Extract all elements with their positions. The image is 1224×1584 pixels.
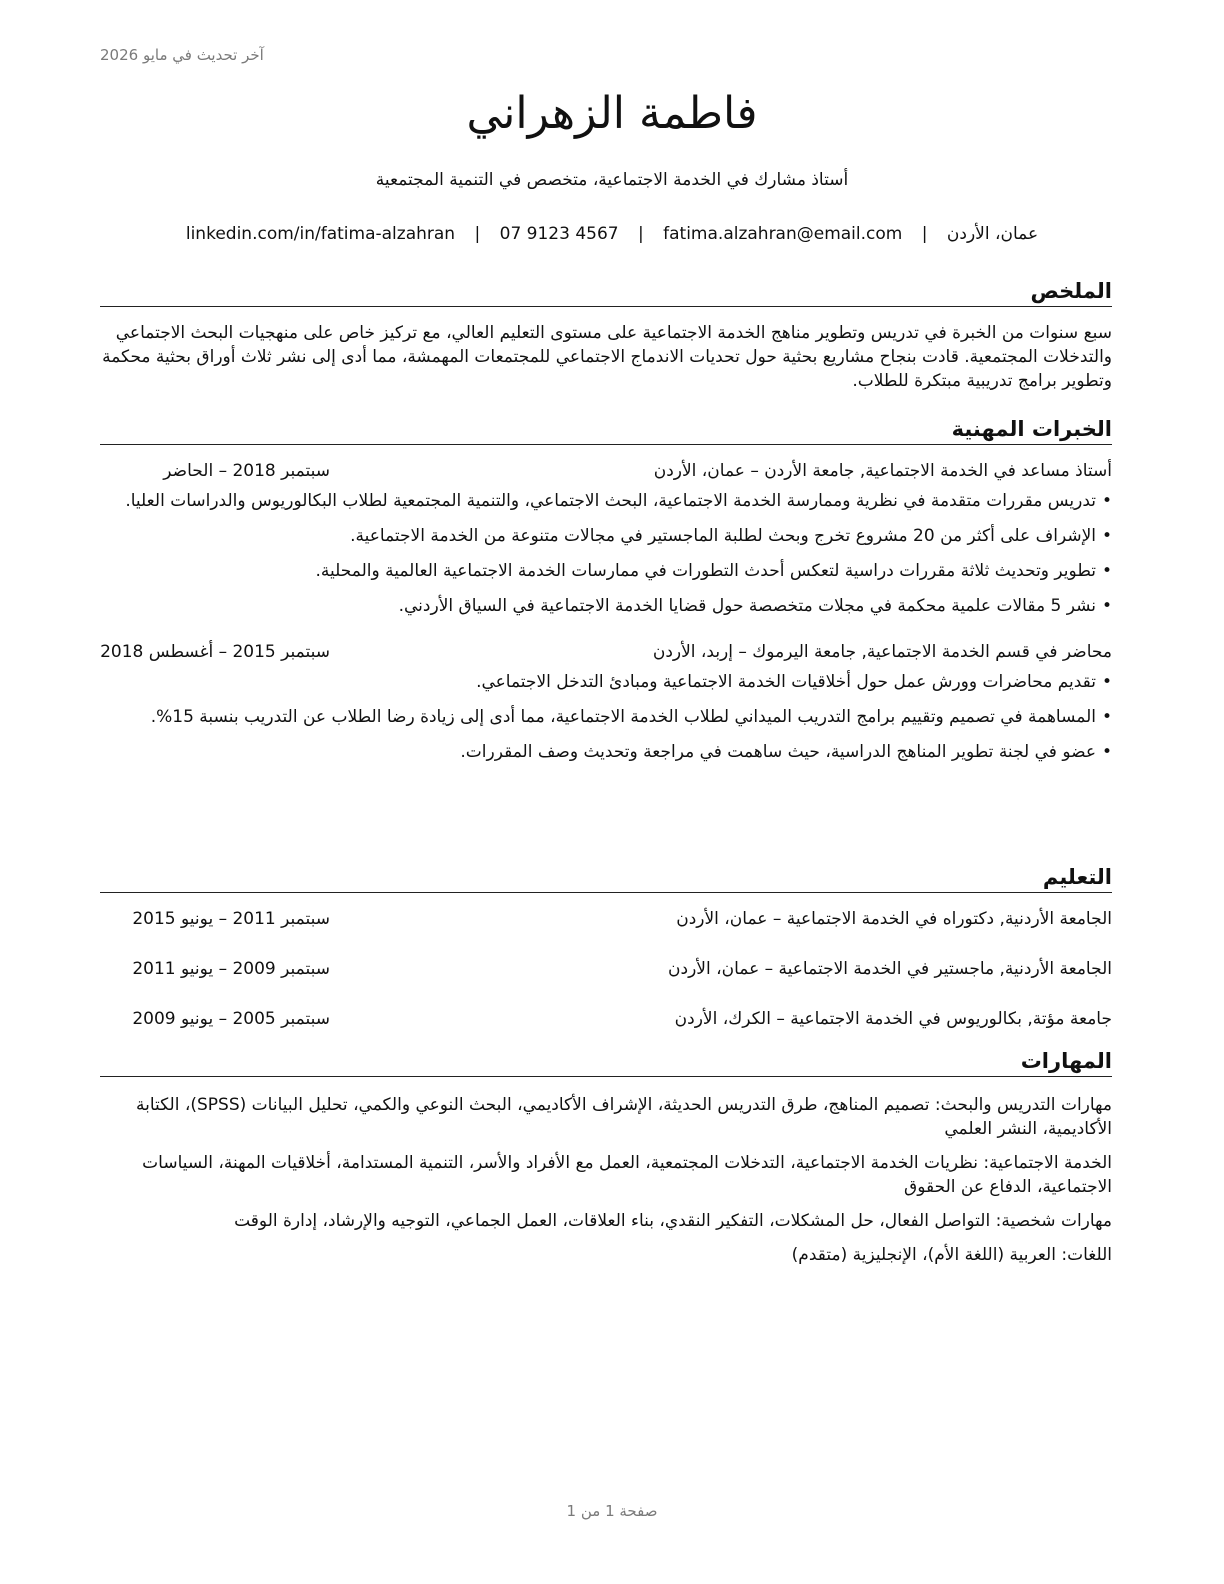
education-dates: سبتمبر 2009 – يونيو 2011 [132, 959, 330, 979]
contact-separator: | [921, 224, 928, 244]
job-bullet: • المساهمة في تصميم وتقييم برامج التدريب الميداني لطلاب الخدمة الاجتماعية، مما أدى إلى زيادة رضا الطلاب عن التدريب بنسبة 15%. [100, 705, 1112, 729]
education-entry [100, 1007, 1112, 1031]
skill-line: اللغات: العربية (اللغة الأم)، الإنجليزية (متقدم) [791, 1245, 1112, 1265]
skills-section [100, 1048, 1112, 1277]
job-header [100, 640, 1112, 664]
job-bullets [100, 489, 1112, 618]
contact-separator: | [474, 224, 481, 244]
summary-section [100, 278, 1112, 393]
education-title: الجامعة الأردنية, دكتوراه في الخدمة الاجتماعية – عمان، الأردن [676, 909, 1112, 929]
skills-heading: المهارات [100, 1048, 1112, 1077]
education-title: جامعة مؤتة, بكالوريوس في الخدمة الاجتماعية – الكرك، الأردن [674, 1009, 1112, 1029]
education-heading: التعليم [100, 864, 1112, 893]
education-dates: سبتمبر 2011 – يونيو 2015 [132, 909, 330, 929]
education-section [100, 864, 1112, 1057]
job-bullet: • عضو في لجنة تطوير المناهج الدراسية، حيث ساهمت في مراجعة وتحديث وصف المقررات. [100, 740, 1112, 764]
education-dates: سبتمبر 2005 – يونيو 2009 [132, 1009, 330, 1029]
experience-section [100, 416, 1112, 775]
job-bullet: • تدريس مقررات متقدمة في نظرية وممارسة الخدمة الاجتماعية، البحث الاجتماعي، والتنمية المجتمعية لطلاب البكالوريوس والدراسات العليا. [100, 489, 1112, 513]
contact-separator: | [638, 224, 644, 244]
experience-heading: الخبرات المهنية [100, 416, 1112, 445]
education-title: الجامعة الأردنية, ماجستير في الخدمة الاجتماعية – عمان، الأردن [668, 959, 1112, 979]
job-bullet: • نشر 5 مقالات علمية محكمة في مجلات متخصصة حول قضايا الخدمة الاجتماعية في السياق الأردني. [100, 594, 1112, 618]
job-entry [100, 640, 1112, 764]
job-bullets [100, 670, 1112, 764]
contact-line [0, 224, 1224, 244]
job-bullet: • تقديم محاضرات وورش عمل حول أخلاقيات الخدمة الاجتماعية ومبادئ التدخل الاجتماعي. [100, 670, 1112, 694]
candidate-title: أستاذ مشارك في الخدمة الاجتماعية، متخصص في التنمية المجتمعية [375, 170, 849, 190]
job-entry [100, 459, 1112, 618]
job-header [100, 459, 1112, 483]
contact-linkedin[interactable]: linkedin.com/in/fatima-alzahran [185, 224, 456, 244]
page-number: صفحة 1 من 1 [566, 1502, 658, 1520]
candidate-name: فاطمة الزهراني [466, 88, 758, 139]
job-dates: سبتمبر 2018 – الحاضر [163, 461, 330, 481]
contact-phone: 07 9123 4567 [499, 224, 619, 244]
summary-heading: الملخص [100, 278, 1112, 307]
contact-location: عمان، الأردن [946, 224, 1039, 244]
job-bullet: • الإشراف على أكثر من 20 مشروع تخرج وبحث لطلبة الماجستير في مجالات متنوعة من الخدمة الاجتماعية. [100, 524, 1112, 548]
job-dates: سبتمبر 2015 – أغسطس 2018 [100, 642, 330, 662]
contact-email[interactable]: fatima.alzahran@email.com [663, 224, 903, 244]
education-entry [100, 957, 1112, 981]
last-updated: آخر تحديث في مايو 2026 [100, 46, 264, 64]
skill-line: مهارات شخصية: التواصل الفعال، حل المشكلات، التفكير النقدي، بناء العلاقات، العمل الجماعي، التوجيه والإرشاد، إدارة الوقت [234, 1211, 1112, 1231]
job-bullet: • تطوير وتحديث ثلاثة مقررات دراسية لتعكس أحدث التطورات في ممارسات الخدمة الاجتماعية العالمية والمحلية. [100, 559, 1112, 583]
job-title: محاضر في قسم الخدمة الاجتماعية, جامعة اليرموك – إربد، الأردن [652, 642, 1112, 662]
skill-line: الخدمة الاجتماعية: نظريات الخدمة الاجتماعية، التدخلات المجتمعية، العمل مع الأفراد والأسر، التنمية المستدامة، أخلاقيات المهنة، السياسات الاجتماعية، الدفاع عن الحقوق [142, 1153, 1112, 1197]
skill-line: مهارات التدريس والبحث: تصميم المناهج، طرق التدريس الحديثة، الإشراف الأكاديمي، البحث النوعي والكمي، تحليل البيانات (SPSS)، الكتابة الأكاديمية، النشر العلمي [136, 1095, 1112, 1139]
summary-text: سبع سنوات من الخبرة في تدريس وتطوير مناهج الخدمة الاجتماعية على مستوى التعليم العالي، مع تركيز خاص على منهجيات البحث الاجتماعي والتدخلات المجتمعية. قادت بنجاح مشاريع بحثية حول تحديات الاندماج الاجتماعي للمجتمعات المهمشة، مما أدى إلى نشر ثلاث أوراق بحثية محكمة وتطوير برامج تدريبية مبتكرة للطلاب. [102, 323, 1112, 391]
education-entry [100, 907, 1112, 931]
job-title: أستاذ مساعد في الخدمة الاجتماعية, جامعة الأردن – عمان، الأردن [653, 461, 1112, 481]
